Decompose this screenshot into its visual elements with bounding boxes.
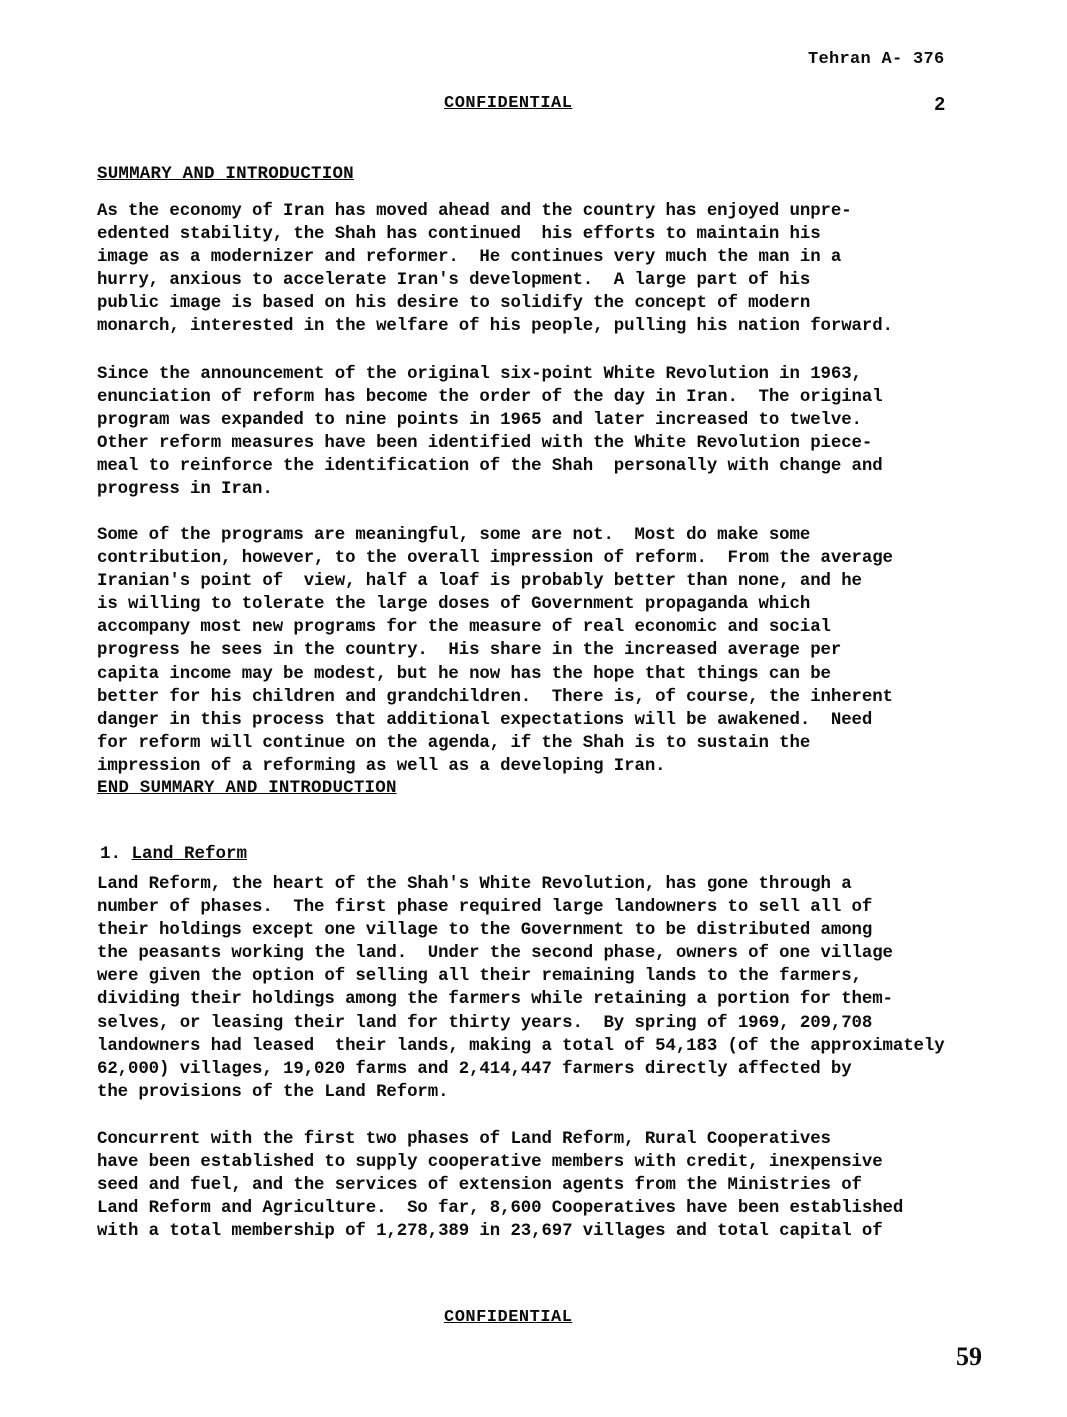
classification-marking-bottom: CONFIDENTIAL [444,1308,573,1327]
section-1-title [100,844,247,864]
document-reference: Tehran A- 376 [808,50,945,69]
summary-paragraph-3: Some of the programs are meaningful, some are not. Most do make some contribution, however, to the overall impression of reform. From the average Iranian's point of view, half a loaf is probably better than none, and he is willing to tolerate the large doses of Government propaganda which accompany most new programs for the measure of real economic and social progress he sees in the country. His share in the increased average per capita income may be modest, but he now has the hope that things can be better for his children and grandchildren. There is, of course, the inherent danger in this process that additional expectations will be awakened. Need for reform will continue on the agenda, if the Shah is to sustain the impression of a reforming as well as a developing Iran. [97,526,893,776]
summary-paragraph-1: As the economy of Iran has moved ahead and the country has enjoyed unpre- edented stability, the Shah has continued his efforts to maintain his image as a modernizer and reformer. He continues very much the man in a hurry, anxious to accelerate Iran's development. A large part of his public image is based on his desire to solidify the concept of modern monarch, interested in the welfare of his people, pulling his nation forward. [97,202,893,337]
classification-marking-top: CONFIDENTIAL [444,94,573,113]
summary-heading: SUMMARY AND INTRODUCTION [97,164,354,184]
section-1-title-text: Land Reform [131,844,248,864]
section-1-number: 1. [100,844,122,864]
archive-page-number: 59 [956,1342,982,1371]
page-number: 2 [934,94,946,116]
land-reform-paragraph-2: Concurrent with the first two phases of Land Reform, Rural Cooperatives have been established to supply cooperative members with credit, inexpensive seed and fuel, and the services of extension agents from the Ministries of Land Reform and Agriculture. So far, 8,600 Cooperatives have been established with a total membership of 1,278,389 in 23,697 villages and total capital of [97,1130,904,1242]
summary-paragraph-2: Since the announcement of the original six-point White Revolution in 1963, enunciation of reform has become the order of the day in Iran. The original program was expanded to nine points in 1965 and later increased to twelve. Other reform measures have been identified with the White Revolution piece- meal to reinforce the identification of the Shah personally with change and progress in Iran. [97,365,883,500]
land-reform-paragraph-1: Land Reform, the heart of the Shah's White Revolution, has gone through a number of phases. The first phase required large landowners to sell all of their holdings except one village to the Government to be distributed among the peasants working the land. Under the second phase, owners of one village were given the option of selling all their remaining lands to the farmers, dividing their holdings among the farmers while retaining a portion for them- selves, or leasing their land for thirty years. By spring of 1969, 209,708 landowners had leased their lands, making a total of 54,183 (of the approximately 62,000) villages, 19,020 farms and 2,414,447 farmers directly affected by the provisions of the Land Reform. [97,875,945,1102]
end-summary-heading: END SUMMARY AND INTRODUCTION [97,778,397,798]
